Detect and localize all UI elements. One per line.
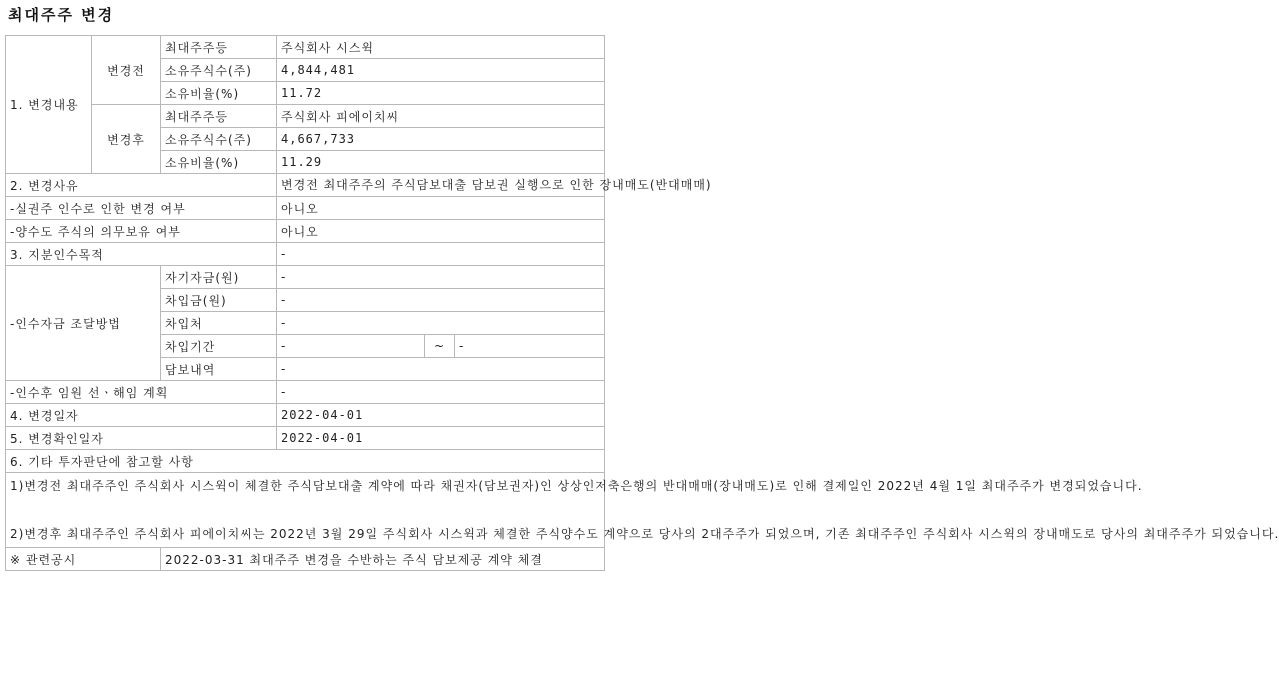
- after-shares-value: 4,667,733: [277, 128, 605, 151]
- executive-plan-value: -: [277, 381, 605, 404]
- rights-holder-label: -실권주 인수로 인한 변경 여부: [6, 197, 277, 220]
- reason-label: 2. 변경사유: [6, 174, 277, 197]
- after-holder-label: 최대주주등: [161, 105, 277, 128]
- transferee-hold-value: 아니오: [277, 220, 605, 243]
- note-2: 2)변경후 최대주주인 주식회사 피에이치씨는 2022년 3월 29일 주식회사 시스윅과 체결한 주식양수도 계약으로 당사의 2대주주가 되었으며, 기존 최대주주인 주식회사 시스윅의 장내매도로 당사의 최대주주가 되었습니다.: [10, 527, 1279, 541]
- other-label: 6. 기타 투자판단에 참고할 사항: [6, 450, 605, 473]
- own-funds-value: -: [277, 266, 605, 289]
- other-notes: [6, 473, 1279, 548]
- after-holder-value: 주식회사 피에이치씨: [277, 105, 605, 128]
- table-row: [6, 220, 605, 243]
- lender-value: -: [277, 312, 605, 335]
- table-row: [6, 381, 605, 404]
- before-ratio-value: 11.72: [277, 82, 605, 105]
- related-label: ※ 관련공시: [6, 548, 161, 571]
- executive-plan-label: -인수후 임원 선ㆍ해임 계획: [6, 381, 277, 404]
- table-row: [6, 36, 605, 59]
- confirm-date-value: 2022-04-01: [277, 427, 605, 450]
- after-label: 변경후: [92, 105, 161, 174]
- confirm-date-label: 5. 변경확인일자: [6, 427, 277, 450]
- table-row: [6, 174, 605, 197]
- change-content-label: 1. 변경내용: [6, 36, 92, 174]
- transferee-hold-label: -양수도 주식의 의무보유 여부: [6, 220, 277, 243]
- period-end: -: [455, 335, 605, 358]
- reason-value: 변경전 최대주주의 주식담보대출 담보권 실행으로 인한 장내매도(반대매매): [277, 174, 605, 197]
- after-ratio-value: 11.29: [277, 151, 605, 174]
- after-shares-label: 소유주식수(주): [161, 128, 277, 151]
- funding-label: -인수자금 조달방법: [6, 266, 161, 381]
- table-row: [6, 197, 605, 220]
- disclosure-table: [5, 35, 1279, 571]
- period-start: -: [277, 335, 425, 358]
- after-ratio-label: 소유비율(%): [161, 151, 277, 174]
- table-row: [6, 105, 605, 128]
- collateral-label: 담보내역: [161, 358, 277, 381]
- collateral-value: -: [277, 358, 605, 381]
- table-row: [6, 548, 605, 571]
- acquisition-purpose-value: -: [277, 243, 605, 266]
- before-shares-value: 4,844,481: [277, 59, 605, 82]
- page-title: 최대주주 변경: [8, 6, 115, 24]
- borrowed-value: -: [277, 289, 605, 312]
- change-date-label: 4. 변경일자: [6, 404, 277, 427]
- related-value: 2022-03-31 최대주주 변경을 수반하는 주식 담보제공 계약 체결: [161, 548, 605, 571]
- table-row: [6, 243, 605, 266]
- table-row: [6, 404, 605, 427]
- note-1: 1)변경전 최대주주인 주식회사 시스윅이 체결한 주식담보대출 계약에 따라 채권자(담보권자)인 상상인저축은행의 반대매매(장내매도)로 인해 결제일인 2022년 4월 1일 최대주주가 변경되었습니다.: [10, 479, 1143, 493]
- own-funds-label: 자기자금(원): [161, 266, 277, 289]
- rights-holder-value: 아니오: [277, 197, 605, 220]
- before-ratio-label: 소유비율(%): [161, 82, 277, 105]
- table-row: [6, 450, 605, 473]
- lender-label: 차입처: [161, 312, 277, 335]
- change-date-value: 2022-04-01: [277, 404, 605, 427]
- acquisition-purpose-label: 3. 지분인수목적: [6, 243, 277, 266]
- table-row: [6, 266, 605, 289]
- borrowed-label: 차입금(원): [161, 289, 277, 312]
- period-separator: ~: [425, 335, 455, 358]
- before-holder-label: 최대주주등: [161, 36, 277, 59]
- table-row: [6, 427, 605, 450]
- before-shares-label: 소유주식수(주): [161, 59, 277, 82]
- before-holder-value: 주식회사 시스윅: [277, 36, 605, 59]
- period-label: 차입기간: [161, 335, 277, 358]
- table-row: [6, 473, 605, 548]
- before-label: 변경전: [92, 36, 161, 105]
